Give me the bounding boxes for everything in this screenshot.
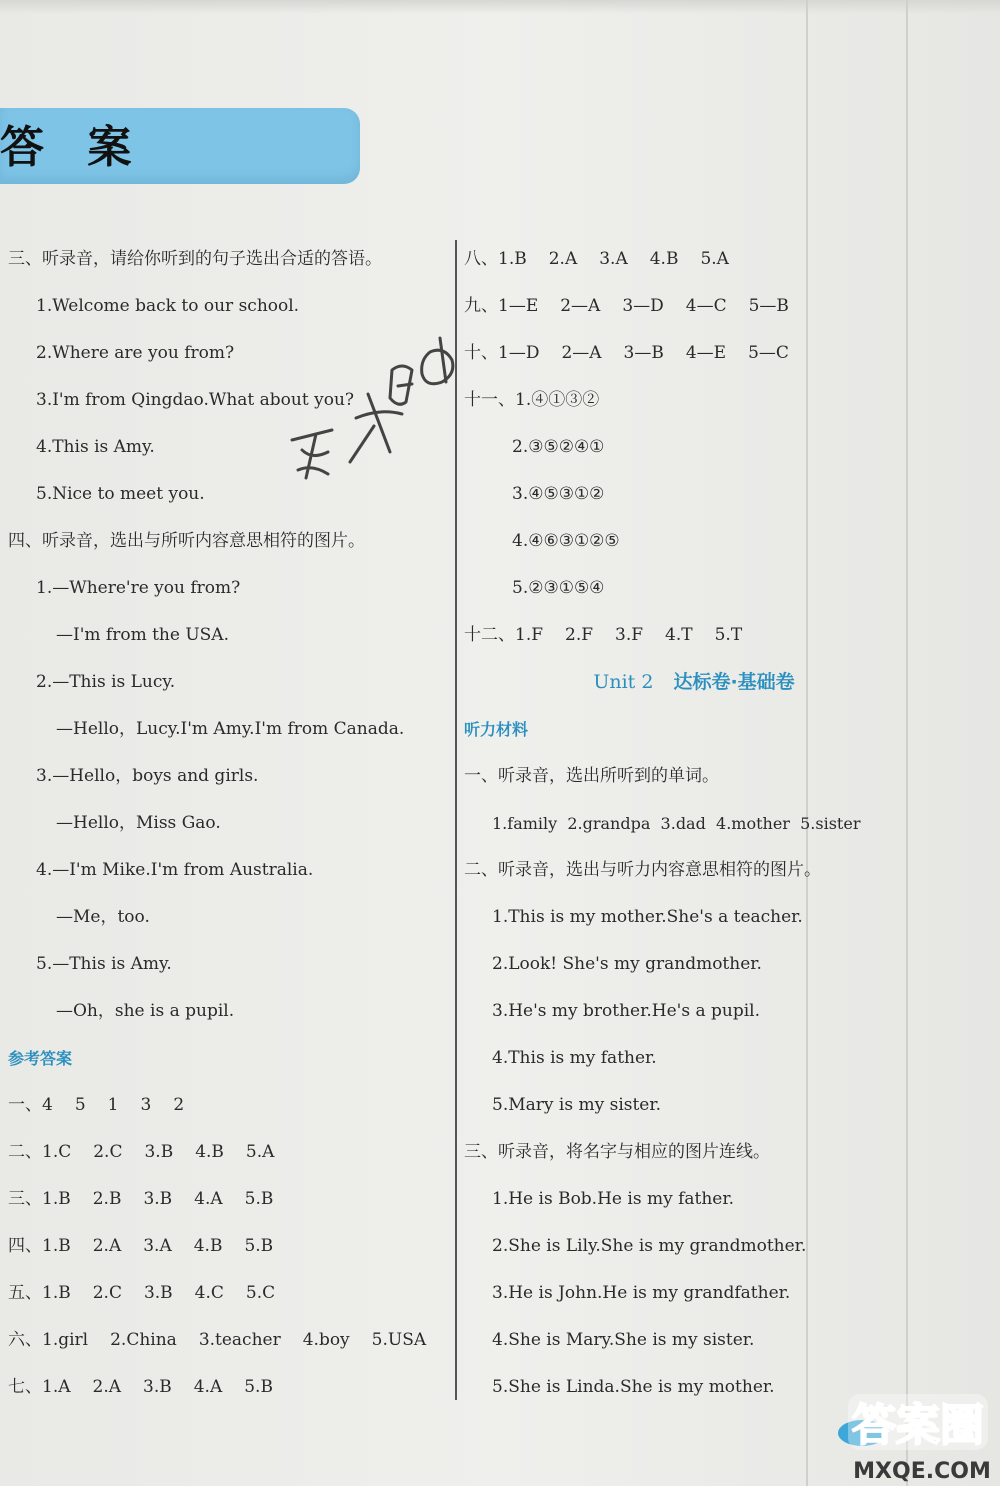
answer-item: 5—C — [748, 343, 789, 363]
section-heading: 二、听录音，选出与听力内容意思相符的图片。 — [464, 860, 821, 880]
listening-heading: 听力材料 — [464, 720, 529, 739]
answer-label: 三、 — [8, 1189, 42, 1209]
answer-row — [8, 1270, 448, 1317]
answer-label: 四、 — [8, 1236, 42, 1256]
answer-item: 4.A — [193, 1377, 223, 1397]
answer-item: 5.A — [245, 1142, 275, 1162]
list-item: 3.He is John.He is my grandfather. — [492, 1283, 791, 1303]
answer-item: 3.B — [143, 1377, 172, 1397]
list-item: 3.—Hello，boys and girls. — [36, 766, 259, 786]
list-item: 5.Nice to meet you. — [36, 484, 205, 504]
top-shadow — [0, 0, 1000, 14]
list-item: 1.This is my mother.She's a teacher. — [492, 907, 803, 927]
answer-row: 5.②③①⑤④ — [512, 578, 605, 598]
word-item: 5.sister — [800, 814, 861, 833]
answer-item: 4—E — [685, 343, 727, 363]
answer-item: 4 — [42, 1095, 53, 1115]
svg-text:答案圈: 答案圈 — [852, 1400, 984, 1451]
list-item: 5.She is Linda.She is my mother. — [492, 1377, 775, 1397]
list-item: 2.She is Lily.She is my grandmother. — [492, 1236, 807, 1256]
answer-item: 3.B — [143, 1283, 173, 1303]
answer-item: 5.B — [244, 1236, 274, 1256]
answer-item: 1.F — [515, 625, 544, 645]
list-item — [464, 800, 884, 847]
answer-item: 2.F — [565, 625, 594, 645]
list-item: 2.Where are you from? — [36, 343, 235, 363]
answer-item: 5.C — [245, 1283, 276, 1303]
list-item: 1.—Where're you from? — [36, 578, 241, 598]
answer-row — [464, 330, 884, 377]
answer-label: 十二、 — [464, 625, 515, 645]
list-item: 5.Mary is my sister. — [492, 1095, 662, 1115]
answer-label: 五、 — [8, 1283, 42, 1303]
list-item: 4.She is Mary.She is my sister. — [492, 1330, 755, 1350]
answer-label: 六、 — [8, 1330, 42, 1350]
word-item: 4.mother — [716, 814, 790, 833]
list-item: —I'm from the USA. — [56, 625, 229, 645]
answers-heading: 参考答案 — [8, 1049, 73, 1068]
answer-item: 1.B — [498, 249, 527, 269]
answer-item: 1.B — [42, 1283, 71, 1303]
answer-row — [8, 1223, 448, 1270]
word-item: 1.family — [492, 814, 558, 833]
answer-item: 5.B — [244, 1377, 273, 1397]
list-item: —Hello，Lucy.I'm Amy.I'm from Canada. — [56, 719, 405, 739]
list-item: 4.—I'm Mike.I'm from Australia. — [36, 860, 314, 880]
answer-item: 3.B — [143, 1189, 173, 1209]
answer-item: 1.B — [42, 1236, 71, 1256]
answer-label: 十、 — [464, 343, 498, 363]
answer-item: 2.A — [548, 249, 578, 269]
list-item: —Hello，Miss Gao. — [56, 813, 221, 833]
answer-row — [464, 612, 884, 659]
answer-item: 1.B — [42, 1189, 71, 1209]
answer-row — [8, 1129, 448, 1176]
answer-item: 2—A — [560, 296, 601, 316]
list-item: 3.He's my brother.He's a pupil. — [492, 1001, 760, 1021]
unit-number: Unit 2 — [593, 671, 654, 693]
answer-item: 1.A — [42, 1377, 71, 1397]
page-title: 答 案 — [0, 122, 146, 173]
answer-item: 1.girl — [42, 1330, 89, 1350]
list-item: —Me，too. — [56, 907, 150, 927]
answer-item: 5—B — [748, 296, 789, 316]
answer-item: 2.B — [92, 1189, 122, 1209]
list-item: 2.—This is Lucy. — [36, 672, 176, 692]
answer-item: 3—B — [623, 343, 664, 363]
page-edge — [906, 0, 908, 1486]
list-item: —Oh，she is a pupil. — [56, 1001, 235, 1021]
answer-row — [464, 236, 884, 283]
answer-item: 4.T — [665, 625, 693, 645]
answer-row: 4.④⑥③①②⑤ — [512, 531, 620, 551]
answer-row — [8, 1176, 448, 1223]
answer-item: 2.China — [110, 1330, 177, 1350]
list-item: 4.This is my father. — [492, 1048, 657, 1068]
answer-item: 3.teacher — [198, 1330, 281, 1350]
answer-row — [8, 1364, 448, 1411]
answer-item: 2 — [173, 1095, 185, 1115]
answer-item: 2.C — [92, 1283, 122, 1303]
answer-item: 4—C — [685, 296, 727, 316]
answer-item: 1.C — [42, 1142, 72, 1162]
answer-item: 3.A — [143, 1236, 172, 1256]
answer-label: 一、 — [8, 1095, 42, 1115]
list-item: 4.This is Amy. — [36, 437, 155, 457]
answer-label: 七、 — [8, 1377, 42, 1397]
answer-item: 5.USA — [371, 1330, 427, 1350]
answer-row — [464, 283, 884, 330]
answer-item: 4.boy — [302, 1330, 350, 1350]
answer-item: 2.A — [92, 1236, 122, 1256]
answer-item: 3.A — [599, 249, 628, 269]
svg-text:MXQE.COM: MXQE.COM — [853, 1459, 991, 1484]
answer-item: 3.F — [615, 625, 644, 645]
unit-name: 达标卷·基础卷 — [673, 671, 795, 693]
answer-label: 八、 — [464, 249, 498, 269]
list-item: 3.I'm from Qingdao.What about you? — [36, 390, 355, 410]
answer-item: 3—D — [622, 296, 664, 316]
answer-row: 3.④⑤③①② — [512, 484, 605, 504]
section-heading: 三、听录音，将名字与相应的图片连线。 — [464, 1142, 770, 1162]
answer-item: 2.C — [93, 1142, 123, 1162]
unit-title — [464, 659, 884, 706]
answer-item: 1—D — [498, 343, 540, 363]
answer-item: 2.A — [92, 1377, 121, 1397]
answer-item: 5.T — [714, 625, 743, 645]
answer-item: 3 — [140, 1095, 152, 1115]
word-item: 3.dad — [660, 814, 706, 833]
answer-item: 1—E — [498, 296, 539, 316]
answer-row — [8, 1082, 448, 1129]
answer-item: 3.B — [144, 1142, 174, 1162]
answer-row: 十一、1.④①③② — [464, 390, 600, 410]
answer-item: 5 — [74, 1095, 86, 1115]
word-item: 2.grandpa — [567, 814, 651, 833]
answer-item: 4.B — [195, 1142, 224, 1162]
answer-item: 1 — [107, 1095, 119, 1115]
list-item: 2.Look! She's my grandmother. — [492, 954, 762, 974]
right-column — [464, 236, 884, 1411]
section-heading: 四、听录音，选出与所听内容意思相符的图片。 — [8, 531, 365, 551]
list-item: 5.—This is Amy. — [36, 954, 172, 974]
answer-item: 4.C — [194, 1283, 224, 1303]
watermark-logo — [838, 1384, 1000, 1486]
answer-item: 4.A — [194, 1189, 223, 1209]
answer-row — [8, 1317, 448, 1364]
answer-label: 二、 — [8, 1142, 42, 1162]
answer-item: 5.B — [244, 1189, 274, 1209]
answer-row: 2.③⑤②④① — [512, 437, 605, 457]
list-item: 1.He is Bob.He is my father. — [492, 1189, 735, 1209]
handwriting-scribble — [272, 330, 482, 500]
section-heading: 一、听录音，选出所听到的单词。 — [464, 766, 719, 786]
section-heading: 三、听录音，请给你听到的句子选出合适的答语。 — [8, 249, 382, 269]
answer-label: 九、 — [464, 296, 498, 316]
answer-item: 4.B — [193, 1236, 223, 1256]
answer-item: 2—A — [561, 343, 602, 363]
list-item: 1.Welcome back to our school. — [36, 296, 300, 316]
answer-item: 5.A — [700, 249, 729, 269]
answer-item: 4.B — [649, 249, 679, 269]
